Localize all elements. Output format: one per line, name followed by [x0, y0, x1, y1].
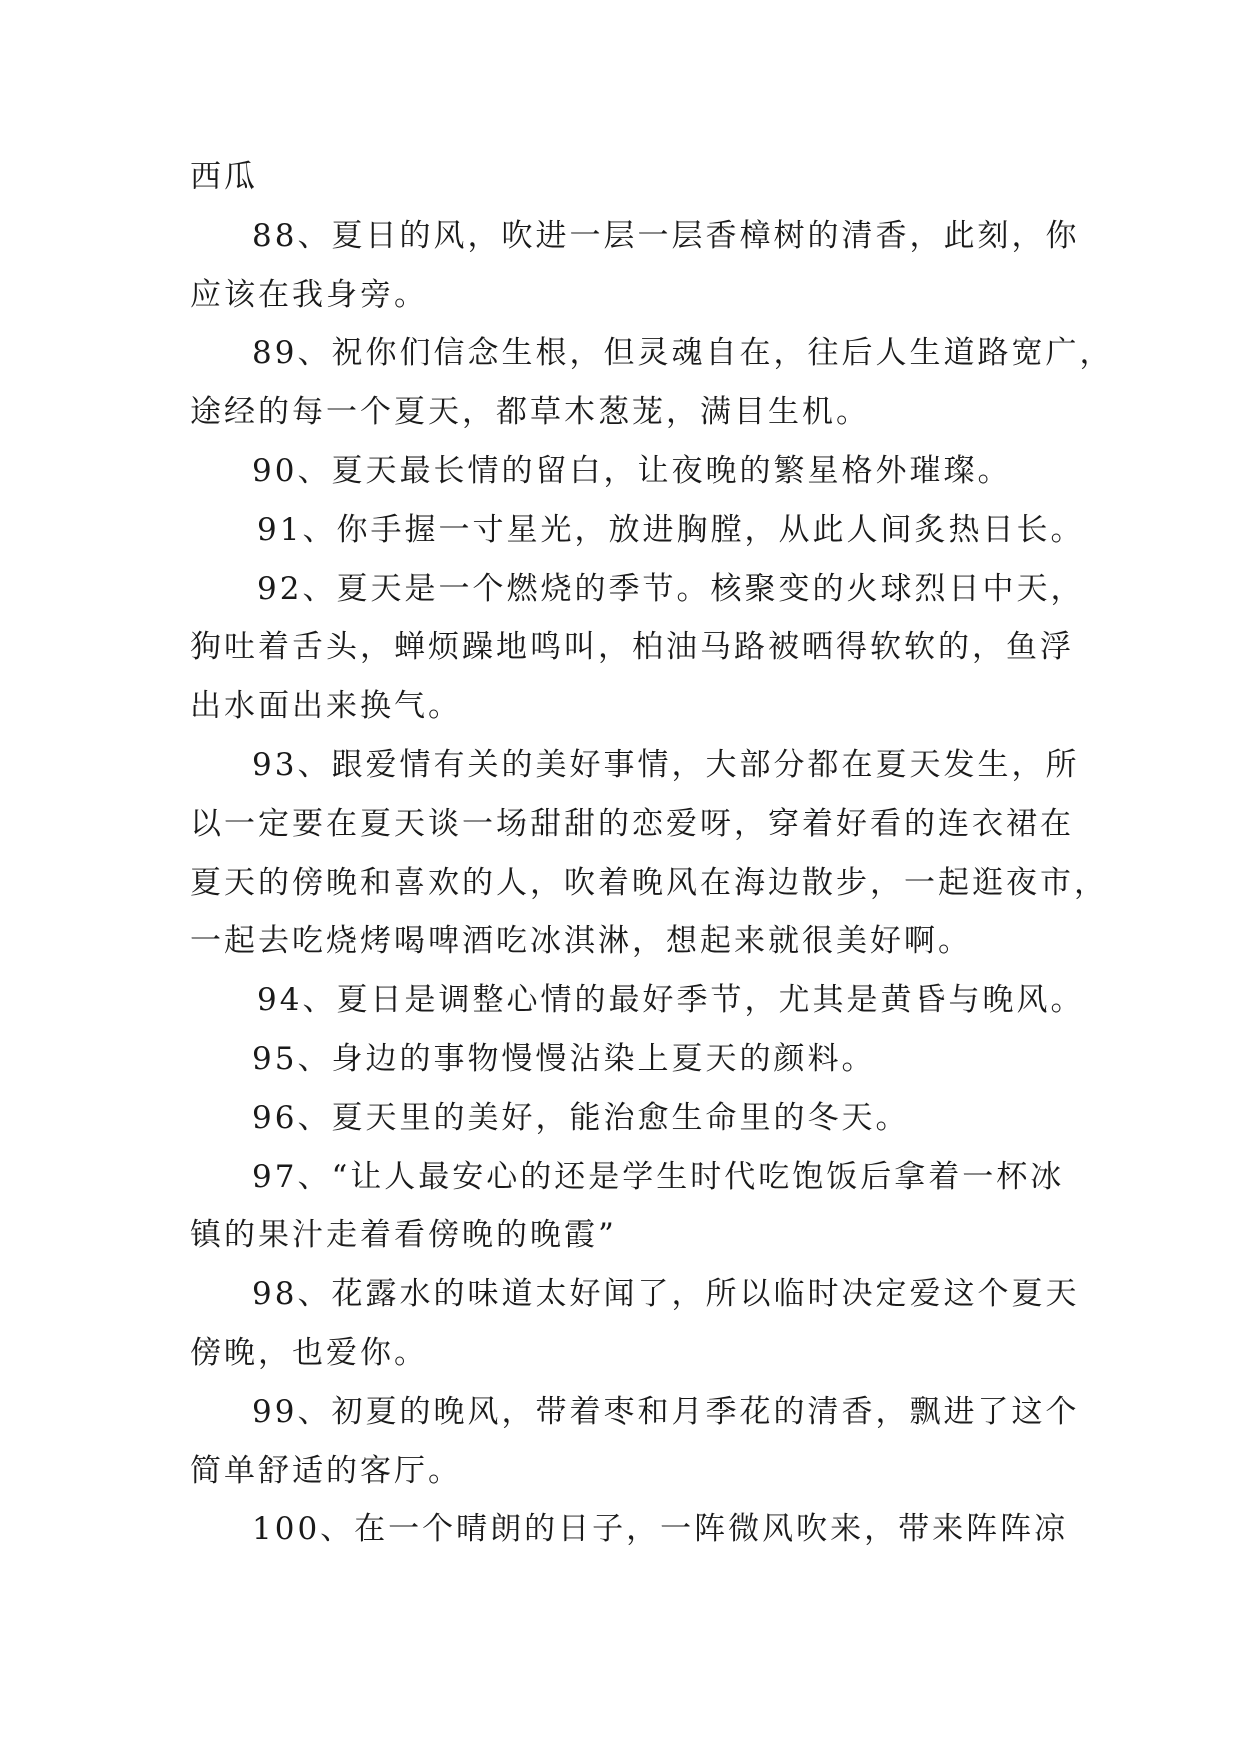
text-line: 出水面出来换气。 — [190, 688, 462, 725]
text-line: 89、祝你们信念生根，但灵魂自在，往后人生道路宽广， — [252, 335, 1114, 372]
text-line: 傍晚，也爱你。 — [190, 1334, 428, 1371]
text-line: 100、在一个晴朗的日子，一阵微风吹来，带来阵阵凉 — [252, 1511, 1069, 1548]
text-line: 镇的果汁走着看傍晚的晚霞” — [190, 1217, 617, 1254]
text-line: 90、夏天最长情的留白，让夜晚的繁星格外璀璨。 — [252, 452, 1012, 489]
text-line: 以一定要在夏天谈一场甜甜的恋爱呀，穿着好看的连衣裙在 — [190, 805, 1074, 842]
text-line: 应该在我身旁。 — [190, 276, 428, 313]
text-line: 93、跟爱情有关的美好事情，大部分都在夏天发生，所 — [252, 746, 1080, 783]
text-line: 西瓜 — [190, 159, 258, 195]
text-line: 92、夏天是一个燃烧的季节。核聚变的火球烈日中天， — [257, 570, 1085, 607]
text-line: 简单舒适的客厅。 — [190, 1452, 462, 1489]
text-line: 98、花露水的味道太好闻了，所以临时决定爱这个夏天 — [252, 1276, 1080, 1313]
text-line: 88、夏日的风，吹进一层一层香樟树的清香，此刻，你 — [252, 217, 1080, 254]
text-line: 狗吐着舌头，蝉烦躁地鸣叫，柏油马路被晒得软软的，鱼浮 — [190, 629, 1074, 666]
document-body — [190, 148, 1114, 1559]
text-line: 夏天的傍晚和喜欢的人，吹着晚风在海边散步，一起逛夜市， — [190, 864, 1108, 901]
text-line: 99、初夏的晚风，带着枣和月季花的清香，飘进了这个 — [252, 1393, 1080, 1430]
text-line: 94、夏日是调整心情的最好季节，尤其是黄昏与晚风。 — [257, 982, 1085, 1019]
text-line: 97、“让人最安心的还是学生时代吃饱饭后拿着一杯冰 — [252, 1158, 1065, 1195]
text-line: 一起去吃烧烤喝啤酒吃冰淇淋，想起来就很美好啊。 — [190, 923, 972, 960]
text-line: 途经的每一个夏天，都草木葱茏，满目生机。 — [190, 394, 870, 431]
text-line: 96、夏天里的美好，能治愈生命里的冬天。 — [252, 1099, 910, 1136]
text-line: 91、你手握一寸星光，放进胸膛，从此人间炙热日长。 — [257, 511, 1085, 548]
text-line: 95、身边的事物慢慢沾染上夏天的颜料。 — [252, 1040, 876, 1077]
